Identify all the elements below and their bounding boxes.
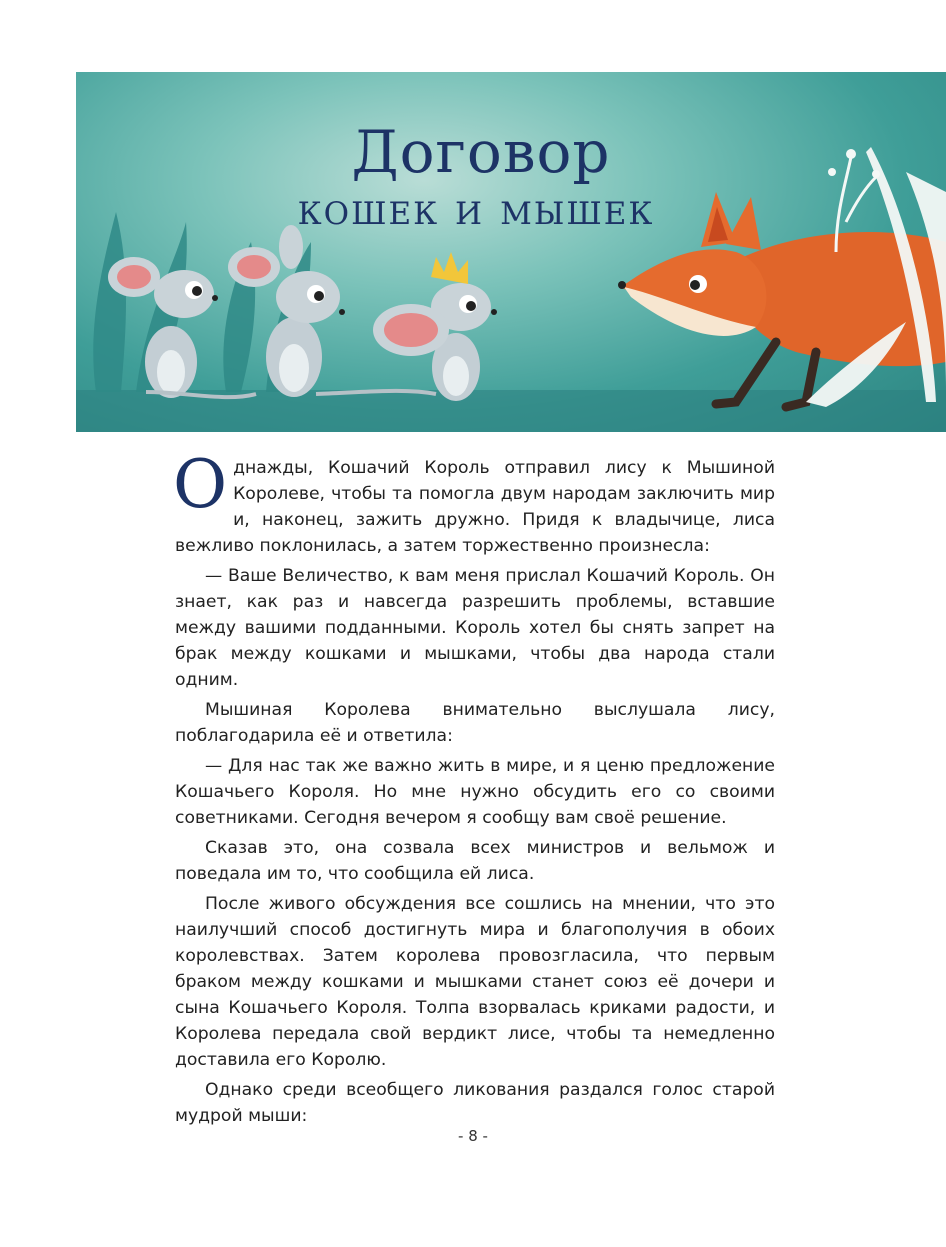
mouse-queen (373, 252, 497, 401)
story-text (173, 446, 775, 1133)
chapter-illustration (76, 72, 946, 432)
page-number: - 8 - (458, 1127, 488, 1145)
drop-cap: О (173, 446, 228, 523)
paragraph-4: — Для нас так же важно жить в мире, и я ценю предложение Кошачьего Короля. Но мне нужно обсудить его со своими советниками. Сегодня вечером я сообщу вам своё решение. (175, 756, 775, 828)
paragraph-5: Сказав это, она созвала всех министров и вельмож и поведала им то, что сообщила ей лиса. (175, 838, 775, 884)
paragraph-3: Мышиная Королева внимательно выслушала лису, поблагодарила её и ответила: (175, 700, 775, 746)
paragraph-6: После живого обсуждения все сошлись на мнении, что это наилучший способ достигнуть мира и благополучия в обоих королевствах. Затем королева провозгласила, что первым браком между кошками и мышками станет союз её дочери и сына Кошачьего Короля. Толпа взорвалась криками радости, и Королева передала свой вердикт лисе, чтобы та немедленно доставила его Королю. (175, 894, 775, 1070)
paragraph-2: — Ваше Величество, к вам меня прислал Кошачий Король. Он знает, как раз и навсегда разрешить проблемы, вставшие между вашими подданными. Король хотел бы снять запрет на брак между кошками и мышками, чтобы два народа стали одним. (175, 566, 775, 690)
paragraph-7: Однако среди всеобщего ликования раздался голос старой мудрой мыши: (175, 1080, 775, 1126)
chapter-title-line-2: кошек и мышек (297, 184, 655, 235)
paragraph-1: Однажды, Кошачий Король отправил лису к Мышиной Королеве, чтобы та помогла двум народам заключить мир и, наконец, зажить дружно. Придя к владычице, лиса вежливо поклонилась, а затем торжественно произнесла: (173, 446, 775, 556)
chapter-title-line-1: Договор (351, 118, 611, 186)
